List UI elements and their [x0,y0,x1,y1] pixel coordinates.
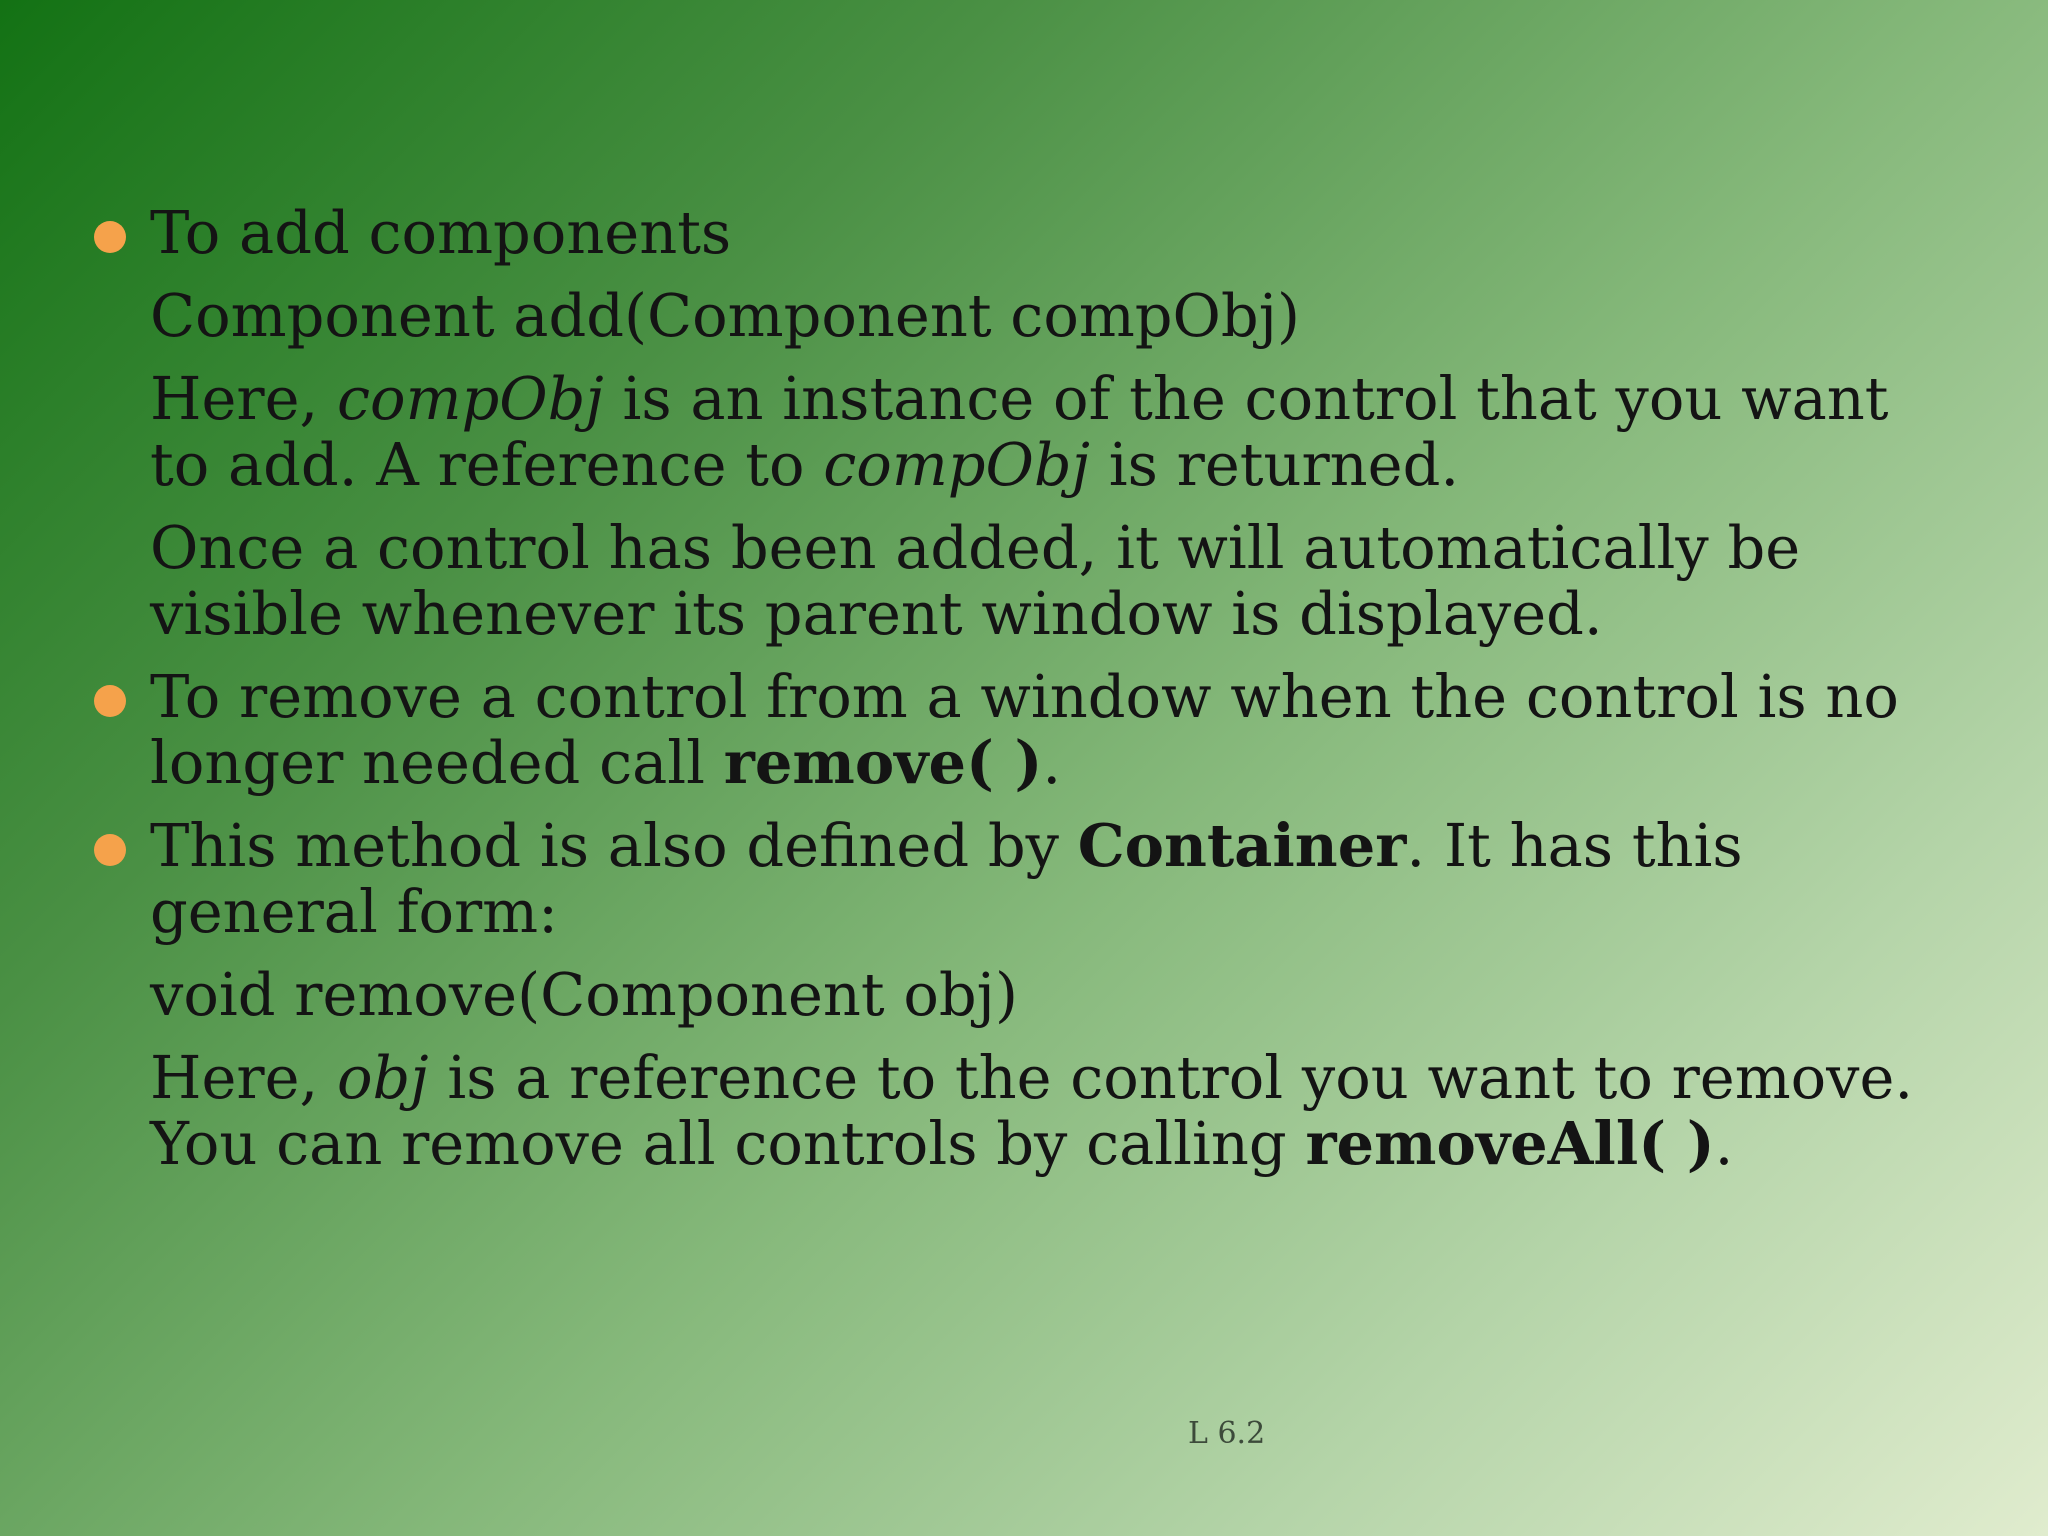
text-line: visible whenever its parent window is displayed. [150,579,1603,648]
add-visibility-note [150,515,1910,647]
slide-number: L 6.2 [1188,1416,1266,1451]
text-run: You can remove all controls by calling [150,1109,1306,1178]
bullet-remove-control [150,664,1910,796]
code-signature: void remove(Component obj) [150,960,1018,1029]
slide-body [150,198,1914,1178]
text-run: . [1714,1109,1734,1178]
bullet-container-method [150,813,1910,945]
text-run: This method is also defined by [150,811,1078,880]
bullet-dot-icon [94,221,126,253]
text-run: is a reference to the control you want to remove. [428,1043,1914,1112]
bold-term: Container [1077,811,1407,880]
bullet-add-components [150,200,1910,266]
text-run: is an instance of the control that you want [603,364,1889,433]
italic-term: obj [337,1043,429,1112]
text-run: Here, [150,364,337,433]
bullet-dot-icon [94,834,126,866]
text-run: . [1042,728,1062,797]
add-description [150,366,1910,498]
remove-description [150,1043,1914,1178]
text-run: is returned. [1089,430,1460,499]
text-run: longer needed call [150,728,724,797]
code-signature: Component add(Component compObj) [150,281,1301,350]
text-run: . It has this [1406,811,1743,880]
text-run: to add. A reference to [150,430,824,499]
text-run: Here, [150,1043,337,1112]
bold-term: remove( ) [723,728,1043,797]
text-line: Once a control has been added, it will automatically be [150,513,1801,582]
add-signature [150,283,1910,349]
text-line: To remove a control from a window when the control is no [150,662,1899,731]
italic-term: compObj [823,430,1090,499]
bold-term: removeAll( ) [1305,1109,1715,1178]
italic-term: compObj [337,364,604,433]
remove-signature [150,962,1910,1028]
text-line: general form: [150,877,558,946]
bullet-dot-icon [94,685,126,717]
bullet-text: To add components [150,198,732,267]
